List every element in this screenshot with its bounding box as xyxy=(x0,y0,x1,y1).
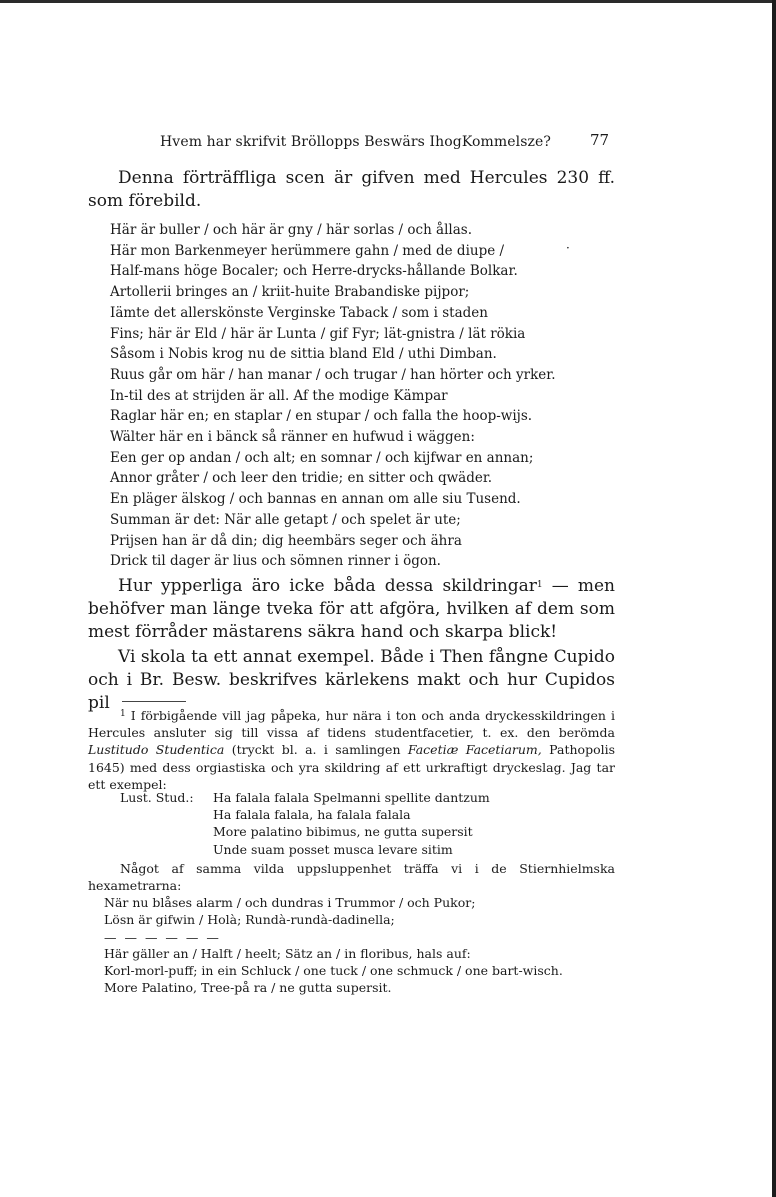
verse-line: Här är buller / och här är gny / här sorlas / och ållas. xyxy=(110,222,473,238)
verse-line: Artollerii bringes an / kriit-huite Brabandiske pijpor; xyxy=(110,284,470,301)
verse-line: Summan är det: När alle getapt / och spelet är ute; xyxy=(110,511,461,528)
paragraph-text: — men behöfver man länge tveka för att afgöra, hvilken af dem som mest förråder mästarens säkra hand och skarpa blick! xyxy=(88,576,615,642)
verse-line: Een ger op andan / och alt; en somnar / och kijfwar en annan; xyxy=(110,449,534,466)
footnote-reference: 1 xyxy=(536,580,543,590)
omission-dashes: — — — — — — xyxy=(104,930,221,945)
body-paragraph xyxy=(88,574,615,644)
verse-line: Iämte det allerskönste Verginske Taback / som i staden xyxy=(110,304,488,321)
page-edge-right xyxy=(772,0,776,1197)
hexameter-line: More Palatino, Tree-på ra / ne gutta supersit. xyxy=(104,980,392,996)
quote-line: Unde suam posset musca levare sitim xyxy=(213,841,453,857)
work-title: Lustitudo Studentica xyxy=(88,742,225,758)
hexameter-line: Lösn är gifwin / Holà; Rundà-rundà-dadinella; xyxy=(104,912,395,928)
work-title: Facetiæ Facetiarum, xyxy=(407,742,542,758)
page-edge-top xyxy=(0,0,776,3)
verse-line: Såsom i Nobis krog nu de sittia bland Eld / uthi Dimban. xyxy=(110,346,497,363)
verse-line: En pläger älskog / och bannas en annan om alle siu Tusend. xyxy=(110,491,521,508)
verse-line: Fins; här är Eld / här är Lunta / gif Fyr; lät-gnistra / lät rökia xyxy=(110,325,526,342)
quote-line: Ha falala falala, ha falala falala xyxy=(213,807,411,823)
footnote-number: 1 xyxy=(120,709,126,719)
footnote-text-part: I förbigående vill jag påpeka, hur nära i ton och anda dryckesskildringen i Hercules ansluter sig till vissa af tidens studentfacetier, t. ex. den berömda xyxy=(88,708,615,741)
verse-line: Prijsen han är då din; dig heembärs seger och ähra xyxy=(110,532,462,549)
hexameter-line: Här gäller an / Halft / heelt; Sätz an / in floribus, hals auf: xyxy=(104,946,471,961)
quote-line: Ha falala falala Spelmanni spellite dantzum xyxy=(213,790,490,805)
verse-line: Half-mans höge Bocaler; och Herre-drycks-hållande Bolkar. xyxy=(110,263,518,280)
verse-line: Raglar här en; en staplar / en stupar / och falla the hoop-wijs. xyxy=(110,408,533,425)
verse-block xyxy=(110,220,590,572)
verse-line: Här mon Barkenmeyer herümmere gahn / med de diupe / xyxy=(110,242,505,259)
intro-paragraph: Denna förträffliga scen är gifven med Hercules 230 ff. som förebild. xyxy=(88,168,615,211)
verse-line: In-til des at strijden är all. Af the modige Kämpar xyxy=(110,387,448,404)
hexameter-block xyxy=(104,894,475,928)
verse-line: Wälter här en i bänck så ränner en hufwud i wäggen: xyxy=(110,429,475,446)
footnote-text-part: (tryckt bl. a. i samlingen xyxy=(224,742,408,758)
verse-line: Ruus går om här / han manar / och trugar / han hörter och yrker. xyxy=(110,366,556,383)
verse-line: Drick til dager är lius och sömnen rinner i ögon. xyxy=(110,553,441,570)
footnote-text xyxy=(88,706,615,793)
verse-line: Annor gråter / och leer den tridie; en sitter och qwäder. xyxy=(110,470,493,487)
paragraph-text: Hur ypperliga äro icke båda dessa skildringar xyxy=(118,576,537,596)
hexameter-line: Korl-morl-puff; in ein Schluck / one tuck / one schmuck / one bart-wisch. xyxy=(104,963,563,979)
stray-mark: · xyxy=(566,241,570,255)
footnote-continuation: Något af samma vilda uppsluppenhet träffa vi i de Stiernhielmska hexametrarna: xyxy=(88,861,615,894)
quote-label: Lust. Stud.: xyxy=(120,790,194,805)
footnote-rule xyxy=(122,701,186,702)
hexameter-block xyxy=(104,945,563,997)
quote-line: More palatino bibimus, ne gutta supersit xyxy=(213,824,473,840)
body-paragraph: Vi skola ta ett annat exempel. Både i Then fångne Cupido och i Br. Besw. beskrifves kärlekens makt och hur Cupidos pil xyxy=(88,647,615,713)
footnote xyxy=(88,706,615,793)
hexameter-line: När nu blåses alarm / och dundras i Trummor / och Pukor; xyxy=(104,895,476,910)
page-number: 77 xyxy=(590,131,610,149)
running-title: Hvem har skrifvit Bröllopps Beswärs IhogKommelsze? xyxy=(160,134,551,150)
footnote-text-part: Pathopolis 1645) med dess orgiastiska och yra skildring af ett urkraftigt dryckeslag. Jag tar ett exempel: xyxy=(88,742,616,792)
